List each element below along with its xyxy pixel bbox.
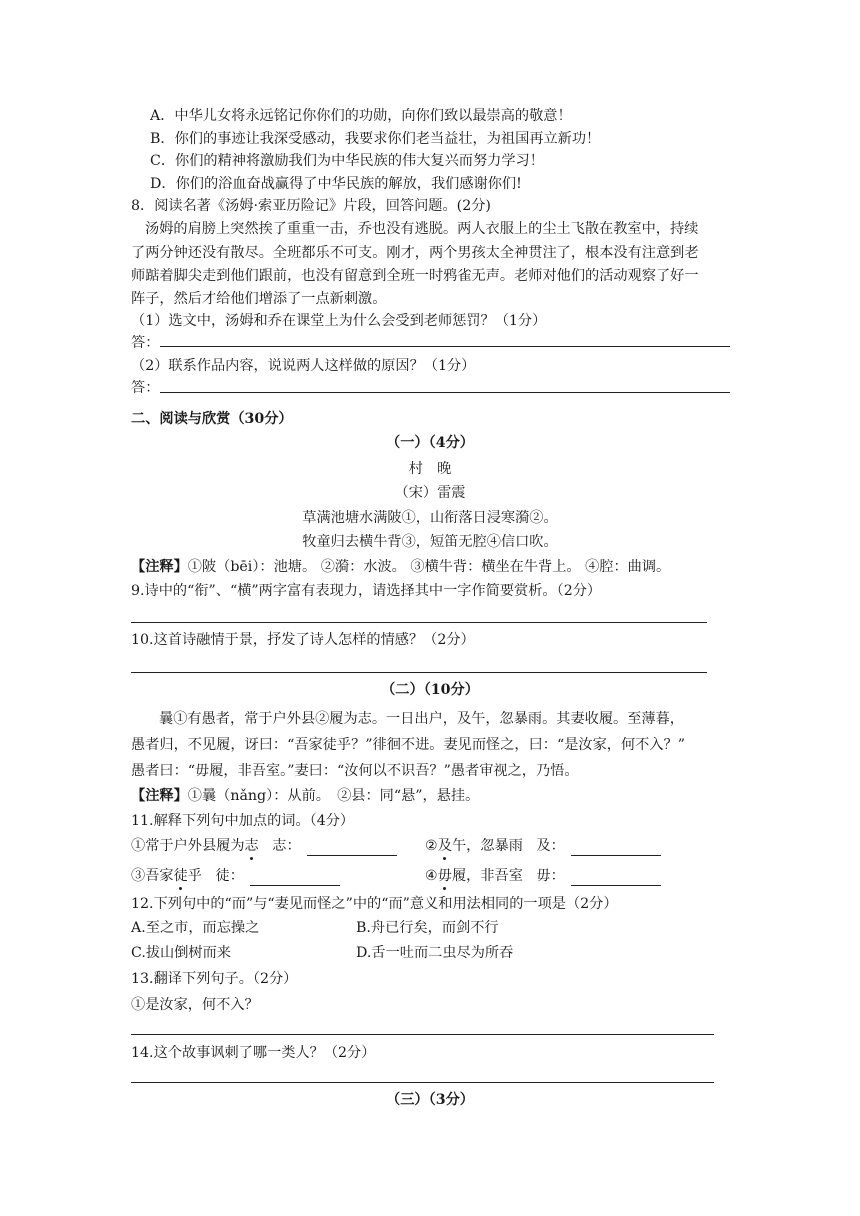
q8-sub1: （1）选文中，汤姆和乔在课堂上为什么会受到老师惩罚？（1分） <box>131 313 547 329</box>
answer-line[interactable] <box>131 672 707 673</box>
q11-item: ①常于户外县履为志 志： <box>131 836 397 856</box>
passage-line: 曩①有愚者，常于户外县②履为志。一日出户，及午，忽暴雨。其妻收履。至薄暮， <box>159 711 684 727</box>
answer-line[interactable] <box>131 622 707 623</box>
answer-line[interactable] <box>160 346 730 347</box>
section-heading: 二、阅读与欣赏（30分） <box>131 411 293 427</box>
answer-blank[interactable] <box>571 841 661 856</box>
poem-line: 牧童归去横牛背③，短笛无腔④信口吹。 <box>302 534 558 550</box>
part2-header: （二）（10分） <box>381 682 479 698</box>
passage-note <box>131 786 479 806</box>
q8-passage-line: 阵子，然后才给他们增添了一点新刺激。 <box>131 291 387 307</box>
q8-sub2: （2）联系作品内容，说说两人这样做的原因？（1分） <box>131 358 476 374</box>
q12-option-d: D.舌一吐而二虫尽为所吞 <box>356 945 514 961</box>
q12-option-c: C.拔山倒树而来 <box>131 945 231 961</box>
poem-line: 草满池塘水满陂①，山衔落日浸寒漪②。 <box>302 510 558 526</box>
passage-line: 愚者归，不见履，讶曰：“吾家徒乎？”徘徊不进。妻见而怪之，曰：“是汝家，何不入？” <box>131 737 685 753</box>
answer-label: 答： <box>131 380 160 396</box>
q11: 11.解释下列句中加点的词。（4分） <box>131 813 355 829</box>
q12-option-a: A.至之市，而忘操之 <box>131 920 260 936</box>
q8-passage-line: 师踮着脚尖走到他们跟前，也没有留意到全班一时鸦雀无声。老师对他们的活动观察了好一 <box>131 268 699 284</box>
dotted-word: 志 <box>244 838 259 854</box>
poem-note <box>131 557 670 577</box>
answer-line[interactable] <box>160 392 730 393</box>
note-label: 【注释】 <box>131 559 188 575</box>
q13: 13.翻译下列句子。（2分） <box>131 971 298 987</box>
poem-title: 村 晚 <box>408 461 452 477</box>
q12: 12.下列句中的“而”与“妻见而怪之”中的“而”意义和用法相同的一项是（2分） <box>131 896 618 912</box>
q8-passage-line: 了两分钟还没有散尽。全班都乐不可支。刚才，两个男孩太全神贯注了，根本没有注意到老 <box>131 245 699 261</box>
part3-header: （三）（3分） <box>386 1092 474 1108</box>
answer-label: 答： <box>131 335 160 351</box>
q9: 9.诗中的“衔”、“横”两字富有表现力，请选择其中一字作简要赏析。（2分） <box>131 583 602 599</box>
q11-item: ②及午，忽暴雨 及： <box>425 836 661 856</box>
q7-option-c: C．你们的精神将激励我们为中华民族的伟大复兴而努力学习！ <box>150 153 544 169</box>
q12-option-b: B.舟已行矣，而剑不行 <box>356 920 499 936</box>
note-text: ①陂（bēi）：池塘。 ②漪：水波。 ③横牛背：横坐在牛背上。 ④腔：曲调。 <box>187 559 671 575</box>
dotted-word: 及 <box>437 838 452 854</box>
q11-item: ④毋履，非吾室 毋： <box>425 866 661 886</box>
note-label: 【注释】 <box>131 788 188 804</box>
q7-option-a: A．中华儿女将永远铭记你你们的功勋，向你们致以最崇高的敬意！ <box>150 108 572 124</box>
q8-passage-line: 汤姆的肩膀上突然挨了重重一击，乔也没有逃脱。两人衣服上的尘土飞散在教室中，持续 <box>145 221 699 237</box>
part1-header: （一）（4分） <box>386 435 474 451</box>
q7-option-b: B．你们的事迹让我深受感动，我要求你们老当益壮，为祖国再立新功！ <box>150 131 601 147</box>
answer-blank[interactable] <box>307 841 397 856</box>
dotted-word: 毋 <box>437 868 452 884</box>
answer-line[interactable] <box>131 1034 714 1035</box>
q14: 14.这个故事讽刺了哪一类人？（2分） <box>131 1045 376 1061</box>
q8-title: 8．阅读名著《汤姆·索亚历险记》片段，回答问题。(2分) <box>131 198 491 214</box>
passage-line: 愚者曰：“毋履，非吾室。”妻曰：“汝何以不识吾？”愚者审视之，乃悟。 <box>131 763 579 779</box>
q7-option-d: D．你们的浴血奋战赢得了中华民族的解放，我们感谢你们! <box>150 176 522 192</box>
poem-author: （宋）雷震 <box>394 485 466 501</box>
note-text: ①曩（nǎng）：从前。 ②县：同“悬”，悬挂。 <box>187 788 480 804</box>
q11-item: ③吾家徒乎 徒： <box>131 866 340 886</box>
answer-blank[interactable] <box>571 871 661 886</box>
q13-item: ①是汝家，何不入？ <box>131 997 259 1013</box>
answer-blank[interactable] <box>250 871 340 886</box>
q10: 10.这首诗融情于景，抒发了诗人怎样的情感？（2分） <box>131 632 475 648</box>
dotted-word: 徒 <box>173 868 188 884</box>
answer-line[interactable] <box>131 1082 714 1083</box>
